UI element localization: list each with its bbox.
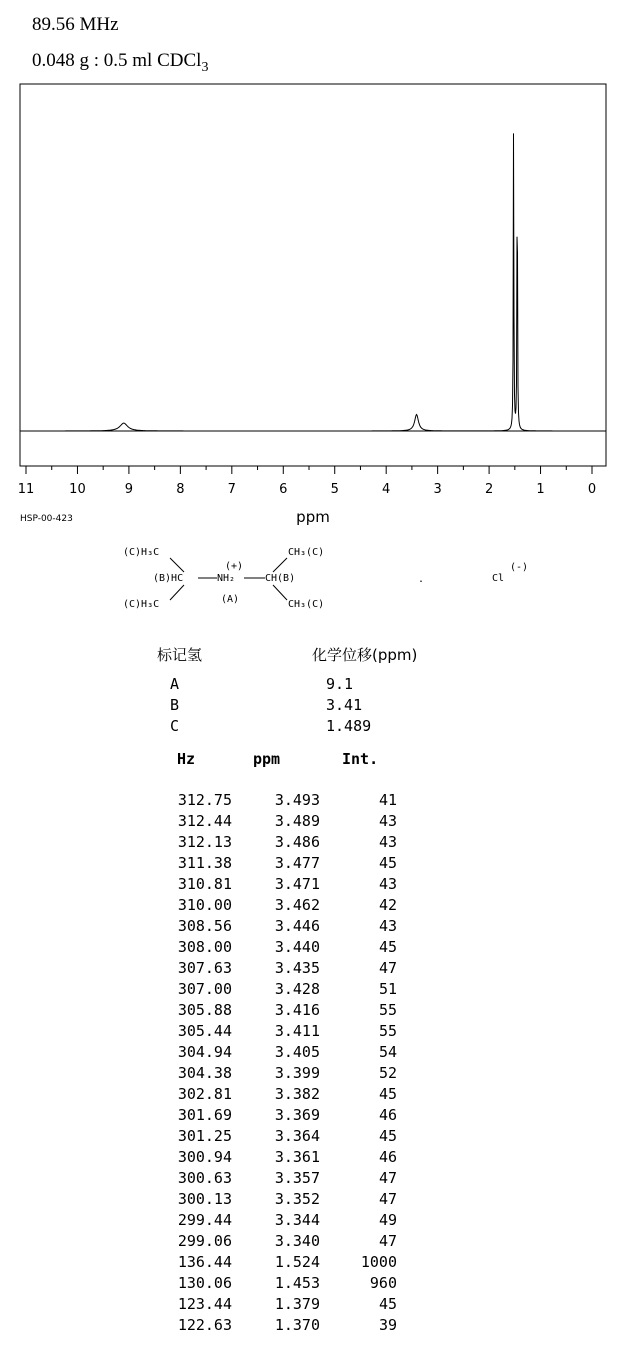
spectrum-trace	[20, 133, 606, 431]
assignment-shift: 3.41	[326, 696, 363, 714]
peak-ppm: 3.416	[274, 1001, 320, 1019]
peak-ppm: 3.428	[274, 980, 320, 998]
peak-row	[160, 1273, 397, 1294]
bond-top-left	[170, 558, 184, 572]
peak-hz: 304.94	[177, 1043, 232, 1061]
ch3-top-left: (C)H₃C	[123, 547, 160, 558]
peak-ppm: 3.344	[274, 1211, 320, 1229]
peak-header-ppm: ppm	[253, 750, 281, 768]
peak-row	[160, 1000, 397, 1021]
peak-header-int: Int.	[342, 750, 379, 768]
ch-left: (B)HC	[153, 573, 184, 584]
x-tick-label: 0	[587, 482, 597, 497]
peak-row	[160, 1315, 397, 1336]
peak-ppm: 3.361	[274, 1148, 320, 1166]
peak-intensity: 1000	[360, 1253, 397, 1271]
peak-intensity: 43	[378, 875, 397, 893]
peak-intensity: 45	[378, 1085, 397, 1103]
minus-charge: (-)	[510, 562, 529, 573]
peak-ppm: 3.477	[274, 854, 320, 872]
peak-row	[160, 790, 397, 811]
x-tick-label: 5	[330, 482, 339, 497]
bond-bottom-right	[273, 585, 287, 600]
peak-intensity: 46	[378, 1106, 397, 1124]
peak-table	[160, 790, 397, 1336]
peak-ppm: 3.471	[274, 875, 320, 893]
ch3-top-right: CH₃(C)	[288, 547, 325, 558]
peak-ppm: 3.364	[274, 1127, 320, 1145]
spectrum-code: HSP-00-423	[20, 514, 73, 524]
peak-ppm: 3.493	[274, 791, 320, 809]
peak-ppm: 3.340	[274, 1232, 320, 1250]
peak-ppm: 3.446	[274, 917, 320, 935]
peak-hz: 310.00	[177, 896, 232, 914]
peak-hz: 305.88	[177, 1001, 232, 1019]
peak-ppm: 3.440	[274, 938, 320, 956]
peak-hz: 122.63	[177, 1316, 232, 1334]
x-tick-label: 4	[382, 482, 391, 497]
peak-hz: 302.81	[177, 1085, 232, 1103]
x-tick-label: 1	[536, 482, 545, 497]
peak-intensity: 43	[378, 812, 397, 830]
peak-intensity: 52	[378, 1064, 397, 1082]
peak-intensity: 49	[378, 1211, 397, 1229]
nh2-group: NH₂	[217, 573, 236, 584]
assignment-label: C	[170, 717, 180, 735]
peak-intensity: 55	[378, 1001, 397, 1019]
sample-subscript: 3	[201, 59, 209, 75]
peak-intensity: 42	[378, 896, 397, 914]
peak-row	[160, 895, 397, 916]
peak-row	[160, 1021, 397, 1042]
spectrometer-frequency: 89.56 MHz	[32, 14, 119, 35]
peak-row	[160, 1252, 397, 1273]
peak-intensity: 47	[378, 1232, 397, 1250]
peak-intensity: 45	[378, 1295, 397, 1313]
peak-hz: 301.25	[177, 1127, 232, 1145]
x-tick-label: 10	[69, 482, 86, 497]
x-tick-label: 6	[279, 482, 288, 497]
peak-row	[160, 853, 397, 874]
peak-ppm: 3.382	[274, 1085, 320, 1103]
peak-row	[160, 1294, 397, 1315]
peak-hz: 308.56	[177, 917, 232, 935]
peak-ppm: 1.379	[274, 1295, 320, 1313]
peak-hz: 300.94	[177, 1148, 232, 1166]
peak-ppm: 3.399	[274, 1064, 320, 1082]
peak-ppm: 1.524	[274, 1253, 320, 1271]
peak-hz: 130.06	[177, 1274, 232, 1292]
x-tick-label: 3	[433, 482, 442, 497]
assignment-label: A	[170, 675, 180, 693]
peak-row	[160, 937, 397, 958]
peak-intensity: 46	[378, 1148, 397, 1166]
assignment-header-shift: 化学位移(ppm)	[312, 646, 418, 664]
peak-intensity: 47	[378, 1190, 397, 1208]
peak-row	[160, 874, 397, 895]
peak-intensity: 54	[378, 1043, 397, 1061]
peak-ppm: 3.369	[274, 1106, 320, 1124]
peak-intensity: 55	[378, 1022, 397, 1040]
peak-row	[160, 1189, 397, 1210]
peak-row	[160, 1063, 397, 1084]
peak-row	[160, 1126, 397, 1147]
chemical-structure	[123, 547, 528, 610]
x-axis-label: ppm	[296, 508, 330, 526]
peak-ppm: 1.453	[274, 1274, 320, 1292]
peak-row	[160, 958, 397, 979]
peak-ppm: 3.411	[274, 1022, 320, 1040]
peak-ppm: 1.370	[274, 1316, 320, 1334]
assignment-shift: 1.489	[326, 717, 372, 735]
peak-row	[160, 1084, 397, 1105]
peak-ppm: 3.489	[274, 812, 320, 830]
peak-hz: 312.75	[177, 791, 232, 809]
peak-hz: 311.38	[177, 854, 232, 872]
peak-header-hz: Hz	[177, 750, 196, 768]
peak-hz: 312.13	[177, 833, 232, 851]
peak-hz: 307.00	[177, 980, 232, 998]
peak-intensity: 45	[378, 854, 397, 872]
assignment-shift: 9.1	[326, 675, 354, 693]
peak-hz: 304.38	[177, 1064, 232, 1082]
x-tick-label: 7	[227, 482, 236, 497]
peak-row	[160, 1231, 397, 1252]
peak-hz: 301.69	[177, 1106, 232, 1124]
peak-ppm: 3.352	[274, 1190, 320, 1208]
sample-text: 0.048 g : 0.5 ml CDCl	[32, 50, 202, 71]
x-tick-label: 8	[176, 482, 185, 497]
peak-row	[160, 1210, 397, 1231]
peak-hz: 136.44	[177, 1253, 232, 1271]
salt-dot: .	[418, 574, 425, 585]
peak-intensity: 39	[378, 1316, 397, 1334]
assignment-label: B	[170, 696, 180, 714]
x-tick-label: 2	[484, 482, 494, 497]
ch3-bottom-left: (C)H₃C	[123, 599, 160, 610]
peak-intensity: 47	[378, 1169, 397, 1187]
peak-table-body	[160, 790, 397, 1336]
plus-charge: (+)	[225, 561, 244, 572]
peak-row	[160, 1168, 397, 1189]
nmr-spectrum-chart	[0, 0, 626, 640]
peak-hz: 299.44	[177, 1211, 232, 1229]
peak-intensity: 960	[369, 1274, 397, 1292]
peak-intensity: 43	[378, 833, 397, 851]
peak-hz: 300.63	[177, 1169, 232, 1187]
peak-hz: 308.00	[177, 938, 232, 956]
assignment-header-label: 标记氢	[157, 646, 203, 664]
bond-bottom-left	[170, 585, 184, 600]
peak-row	[160, 1147, 397, 1168]
peak-ppm: 3.435	[274, 959, 320, 977]
peak-row	[160, 1105, 397, 1126]
peak-ppm: 3.405	[274, 1043, 320, 1061]
peak-hz: 312.44	[177, 812, 232, 830]
peak-hz: 307.63	[177, 959, 232, 977]
peak-hz: 310.81	[177, 875, 232, 893]
peak-ppm: 3.462	[274, 896, 320, 914]
peak-row	[160, 916, 397, 937]
peak-intensity: 43	[378, 917, 397, 935]
peak-hz: 305.44	[177, 1022, 232, 1040]
x-tick-label: 9	[124, 482, 134, 497]
bond-top-right	[273, 558, 287, 572]
peak-row	[160, 979, 397, 1000]
chloride: Cl	[492, 573, 505, 584]
proton-a-label: (A)	[221, 594, 240, 605]
peak-hz: 299.06	[177, 1232, 232, 1250]
peak-hz: 123.44	[177, 1295, 232, 1313]
peak-intensity: 45	[378, 1127, 397, 1145]
x-axis-ticks	[18, 466, 596, 497]
peak-intensity: 45	[378, 938, 397, 956]
peak-ppm: 3.486	[274, 833, 320, 851]
ch-right: CH(B)	[265, 573, 296, 584]
x-tick-label: 11	[17, 482, 35, 497]
peak-ppm: 3.357	[274, 1169, 320, 1187]
peak-row	[160, 1042, 397, 1063]
peak-row	[160, 832, 397, 853]
peak-intensity: 41	[378, 791, 397, 809]
ch3-bottom-right: CH₃(C)	[288, 599, 325, 610]
peak-hz: 300.13	[177, 1190, 232, 1208]
peak-intensity: 47	[378, 959, 397, 977]
peak-row	[160, 811, 397, 832]
peak-intensity: 51	[378, 980, 397, 998]
